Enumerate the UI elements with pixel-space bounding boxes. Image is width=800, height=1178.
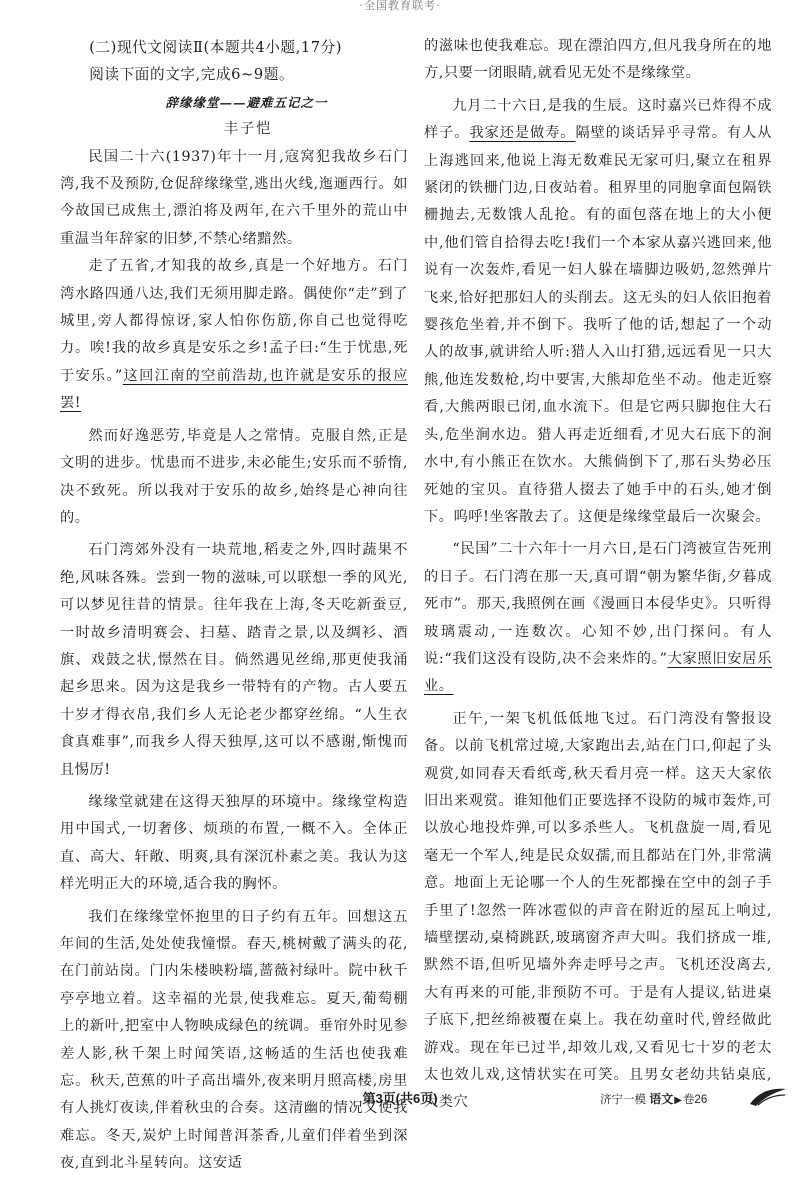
paragraph: 缘缘堂就建在这得天独厚的环境中。缘缘堂构造用中国式,一切奢侈、烦琐的布置,一概不入。全体正直、高大、轩敞、明爽,具有深沉朴素之美。我认为这样光明正大的环境,适合我的胸怀。: [60, 793, 408, 893]
paragraph-continuation: 的滋味也使我难忘。现在漂泊四方,但凡我身所在的地方,只要一闭眼睛,就看见无处不是缘缘堂。: [424, 38, 772, 82]
page-number: 第3页(共6页): [362, 1091, 438, 1106]
right-column: [424, 33, 772, 1117]
paragraph-text: 隔壁的谈话异乎寻常。有人从上海逃回来,他说上海无数难民无家可归,聚立在租界紧闭的铁栅门边,日夜站着。租界里的同胞拿面包隔铁栅抛去,无数饿人乱抢。有的面包落在地上的大小便中,他们管自拾得去吃!我们一个本家从嘉兴逃回来,他说有一次轰炸,看见一妇人躲在墙脚边吸奶,忽然弹片飞来,恰好把那妇人的头削去。这无头的妇人依旧抱着婴孩危坐着,并不倒下。我听了他的话,想起了一个动人的故事,就讲给人听:猎人入山打猎,远远看见一只大熊,他连发数枪,均中要害,大熊却危坐不动。他走近察看,大熊两眼已闭,血水流下。但是它两只脚抱住大石头,危坐涧水边。猎人再走近细看,才见大石底下的涧水中,有小熊正在饮水。大熊倘倒下了,那石头势必压死她的宝贝。直待猎人掇去了她手中的石头,她才倒下。呜呼!坐客散去了。这便是缘缘堂最后一次聚会。: [424, 125, 772, 525]
page-footer: [0, 1086, 800, 1116]
paragraph: [424, 536, 772, 700]
paragraph-text: 九月二十六日,是我的生辰。这时嘉兴已炸得不成样子。: [424, 97, 772, 142]
triangle-icon: ▶: [674, 1095, 682, 1106]
paragraph: 石门湾郊外没有一块荒地,稻麦之外,四时蔬果不绝,风味各殊。尝到一物的滋味,可以联想一季的风光,可以梦见往昔的情景。往年我在上海,冬天吃新蚕豆,一时故乡清明赛会、扫墓、踏青之景,以及绸衫、酒旗、戏鼓之状,憬然在目。倘然遇见丝绵,那更使我涌起乡思来。因为这是我乡一带特有的产物。古人要五十岁才得衣帛,我们乡人无论老少都穿丝绵。“人生衣食真难事”,而我乡人得天独厚,这可以不感谢,惭愧而且惕厉!: [60, 542, 408, 778]
underlined-sentence: 大家照旧安居乐业。: [424, 650, 772, 695]
exam-tag: [600, 1090, 707, 1107]
paragraph: 正午,一架飞机低低地飞过。石门湾没有警报设备。以前飞机常过境,大家跑出去,站在门口,仰起了头观赏,如同春天看纸鸢,秋天看月亮一样。这天大家依旧出来观赏。谁知他们正要选择不设防的城市轰炸,可以放心地投炸弹,可以多杀些人。飞机盘旋一周,看见毫无一个军人,纯是民众奴孺,而且都站在门外,非常满意。地面上无论哪一个人的生死都操在空中的刽子手手里了!忽然一阵冰雹似的声音在附近的屋瓦上响过,墙壁摆动,桌椅跳跃,玻璃窗齐声大叫。我们挤成一堆,默然不语,但听见墙外奔走呼号之声。飞机还没离去,大有再来的可能,非预防不可。于是有人提议,钻进桌子底下,把丝绵被覆在桌上。我在幼童时代,曾经做此游戏。现在年已过半,却效儿戏,又看见七十岁的老太太也效儿戏,这情状实在可笑。且男女老幼共钻桌底,大类穴: [424, 710, 772, 1111]
paragraph: [60, 253, 408, 417]
paragraph: 我们在缘缘堂怀抱里的日子约有五年。回想这五年间的生活,处处使我憧憬。春天,桃树戴了满头的花,在门前站岗。门内朱楼映粉墙,蔷薇衬绿叶。院中秋千亭亭地立着。这幸福的光景,使我难忘。夏天,葡萄棚上的新叶,把室中人物映成绿色的统调。垂帘外时见参差人影,秋千架上时闻笑语,这畅适的生活也使我难忘。秋天,芭蕉的叶子高出墙外,夜来明月照高楼,房里有人挑灯夜读,伴着秋虫的合奏。这清幽的情况又使我难忘。冬天,炭炉上时闻普洱茶香,儿童们伴着坐到深夜,直到北斗星转向。这安适: [60, 908, 408, 1172]
paragraph-text: “民国”二十六年十一月六日,是石门湾被宣告死刑的日子。石门湾在那一天,真可谓“朝为繁华街,夕暮成死市”。那天,我照例在画《漫画日本侵华史》。只听得玻璃震动,一连数次。心知不妙,出门探问。有人说:“我们这没有设防,决不会来炸的。”: [424, 541, 772, 667]
subject-name: 语文: [649, 1092, 674, 1106]
article-author: 丰子恺: [223, 121, 273, 138]
swoosh-icon: [748, 1086, 788, 1108]
underlined-sentence: 我家还是做寿。: [469, 125, 576, 142]
paragraph: 民国二十六(1937)年十一月,寇窝犯我故乡石门湾,我不及预防,仓促辞缘缘堂,逃出火线,迤逦西行。如今故国已成焦土,漂泊将及两年,在六千里外的荒山中重温当年辞家的旧梦,不禁心绪黯然。: [60, 148, 408, 247]
paragraph: 然而好逸恶劳,毕竟是人之常情。克服自然,正是文明的进步。忧患而不进步,未必能生;安乐而不骄惰,决不致死。所以我对于安乐的故乡,始终是心神向往的。: [60, 427, 408, 526]
paragraph: [424, 93, 772, 532]
section-header: (二)现代文阅读Ⅱ(本题共4小题,17分): [89, 39, 343, 56]
exam-name: 济宁一模: [600, 1094, 646, 1106]
left-column: [60, 34, 408, 1178]
top-watermark: ·全国教育联考·: [359, 0, 441, 12]
paragraph-text: 走了五省,才知我的故乡,真是一个好地方。石门湾水路四通八达,我们无须用脚走路。偶使你“走”到了城里,旁人都得惊讶,家人怕你伤筋,你自己也觉得吃力。唉!我的故乡真是安乐之乡!孟子曰:“生于忧患,死于安乐。”: [60, 258, 408, 384]
instruction-line: 阅读下面的文字,完成6~9题。: [89, 66, 295, 84]
paper-code: 卷26: [682, 1094, 708, 1106]
article-title: 辞缘缘堂——避难五记之一: [165, 94, 328, 110]
underlined-sentence: 这回江南的空前浩劫,也许就是安乐的报应罢!: [60, 367, 408, 412]
